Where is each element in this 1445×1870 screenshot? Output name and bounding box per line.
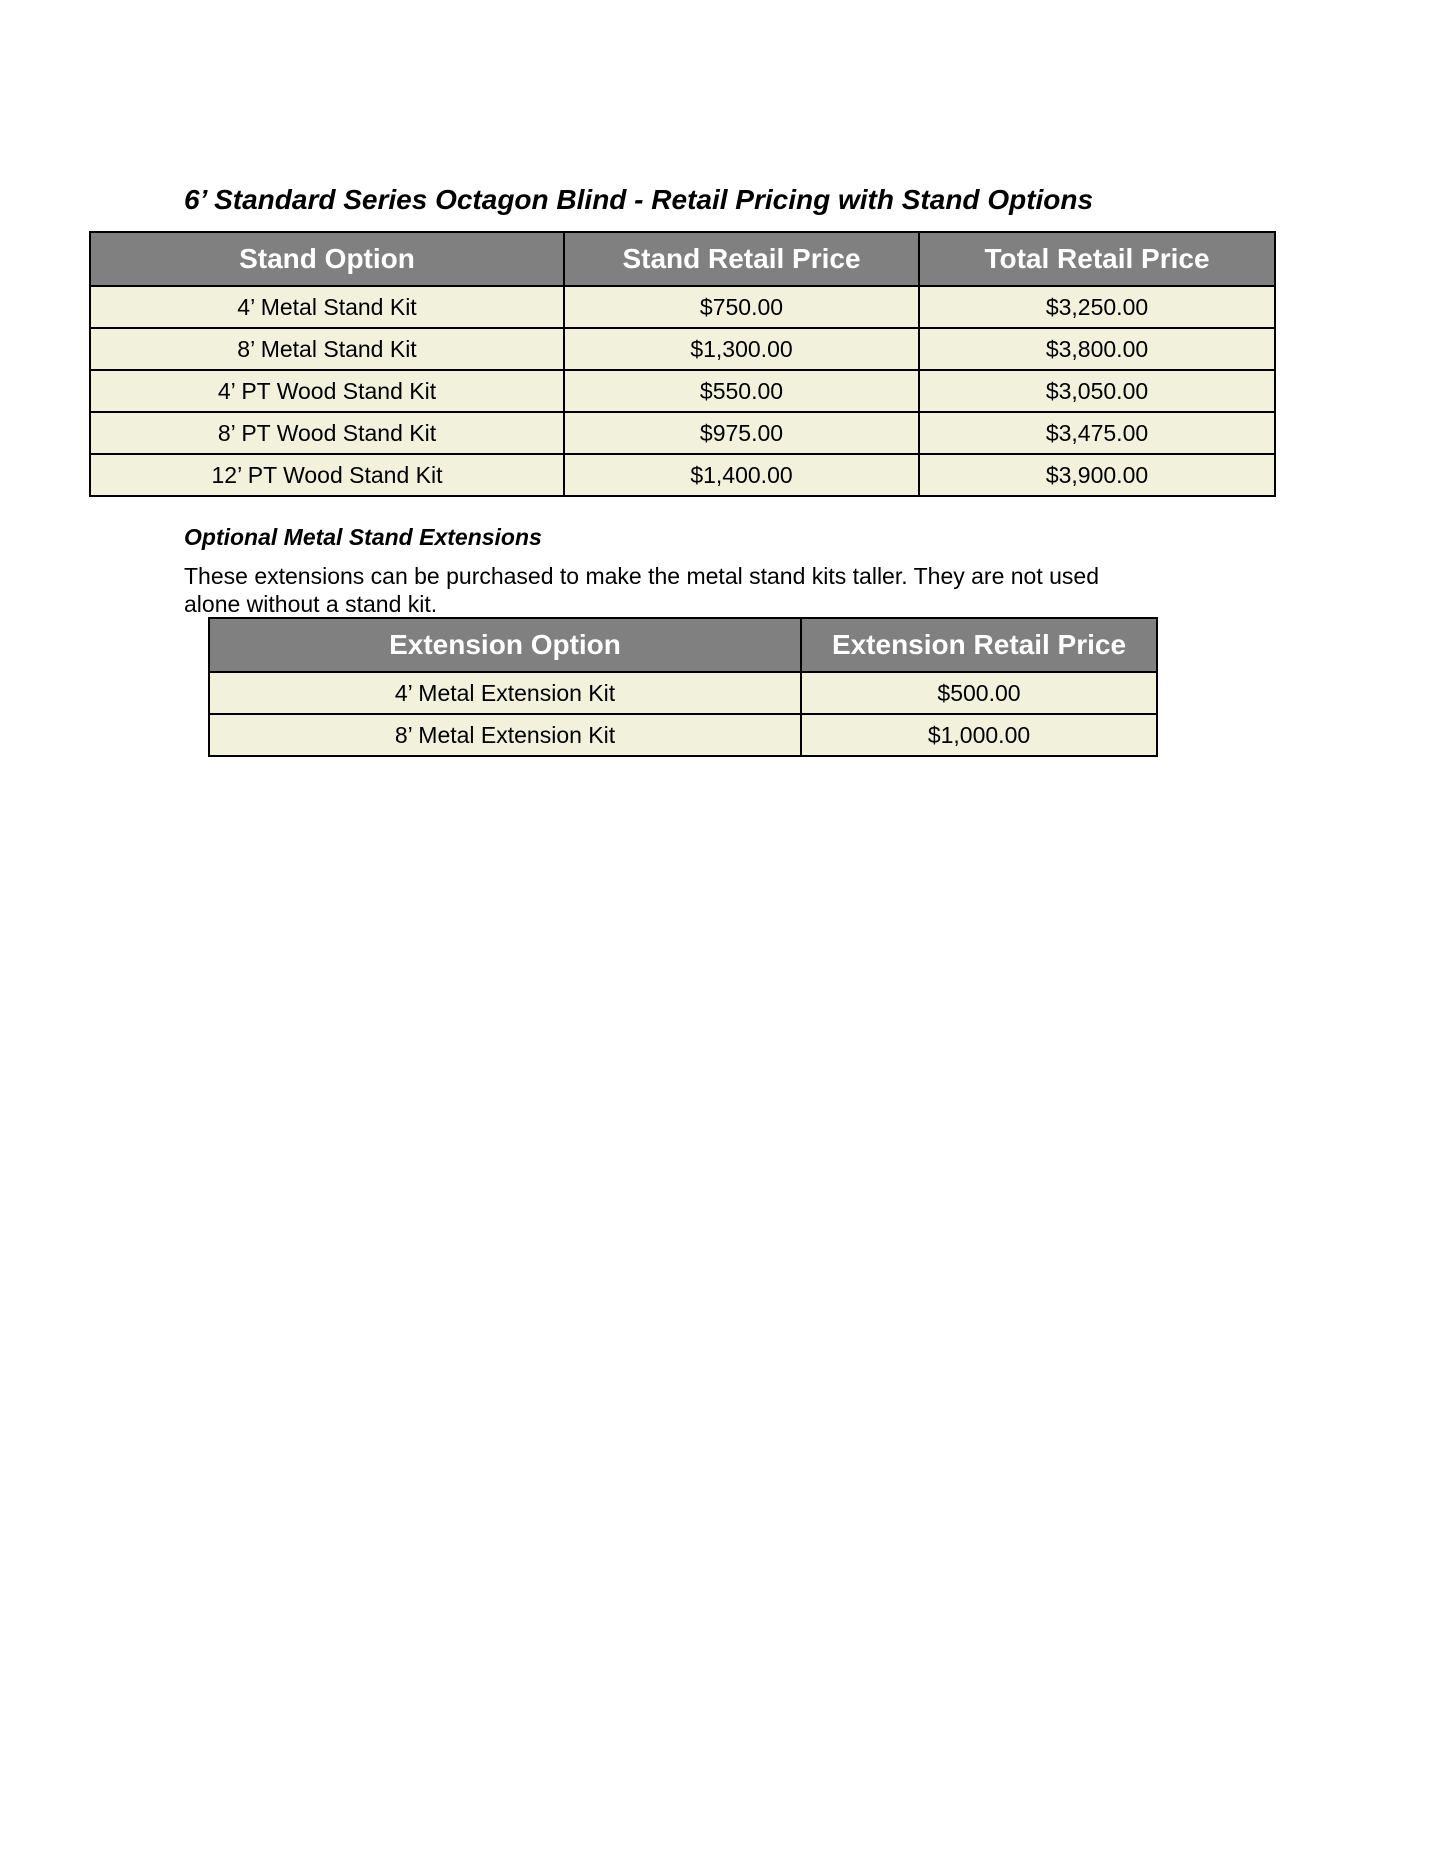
- stand-option-cell: 8’ Metal Stand Kit: [90, 328, 564, 370]
- table-header-row: [209, 618, 1157, 672]
- column-header-stand-retail-price: Stand Retail Price: [564, 232, 919, 286]
- stand-price-cell: $1,400.00: [564, 454, 919, 496]
- total-price-cell: $3,250.00: [919, 286, 1275, 328]
- extensions-heading: Optional Metal Stand Extensions: [184, 524, 542, 550]
- stand-price-cell: $1,300.00: [564, 328, 919, 370]
- table-row: [90, 328, 1275, 370]
- table-header-row: [90, 232, 1275, 286]
- extension-option-cell: 8’ Metal Extension Kit: [209, 714, 801, 756]
- table-row: [90, 370, 1275, 412]
- total-price-cell: $3,475.00: [919, 412, 1275, 454]
- column-header-stand-option: Stand Option: [90, 232, 564, 286]
- stand-price-cell: $750.00: [564, 286, 919, 328]
- table-row: [209, 672, 1157, 714]
- extension-options-table: [208, 617, 1158, 757]
- stand-option-cell: 12’ PT Wood Stand Kit: [90, 454, 564, 496]
- table-row: [90, 454, 1275, 496]
- stand-options-table: [89, 231, 1276, 497]
- extension-price-cell: $1,000.00: [801, 714, 1157, 756]
- extensions-description: These extensions can be purchased to make the metal stand kits taller. They are not used alone without a stand kit.: [184, 563, 1099, 617]
- stand-option-cell: 8’ PT Wood Stand Kit: [90, 412, 564, 454]
- table-row: [209, 714, 1157, 756]
- total-price-cell: $3,050.00: [919, 370, 1275, 412]
- total-price-cell: $3,900.00: [919, 454, 1275, 496]
- page-title: 6’ Standard Series Octagon Blind - Retail Pricing with Stand Options: [184, 184, 1094, 215]
- column-header-extension-option: Extension Option: [209, 618, 801, 672]
- table-row: [90, 412, 1275, 454]
- extension-option-cell: 4’ Metal Extension Kit: [209, 672, 801, 714]
- total-price-cell: $3,800.00: [919, 328, 1275, 370]
- column-header-extension-retail-price: Extension Retail Price: [801, 618, 1157, 672]
- table-row: [90, 286, 1275, 328]
- extension-price-cell: $500.00: [801, 672, 1157, 714]
- stand-price-cell: $550.00: [564, 370, 919, 412]
- stand-option-cell: 4’ Metal Stand Kit: [90, 286, 564, 328]
- stand-option-cell: 4’ PT Wood Stand Kit: [90, 370, 564, 412]
- stand-price-cell: $975.00: [564, 412, 919, 454]
- column-header-total-retail-price: Total Retail Price: [919, 232, 1275, 286]
